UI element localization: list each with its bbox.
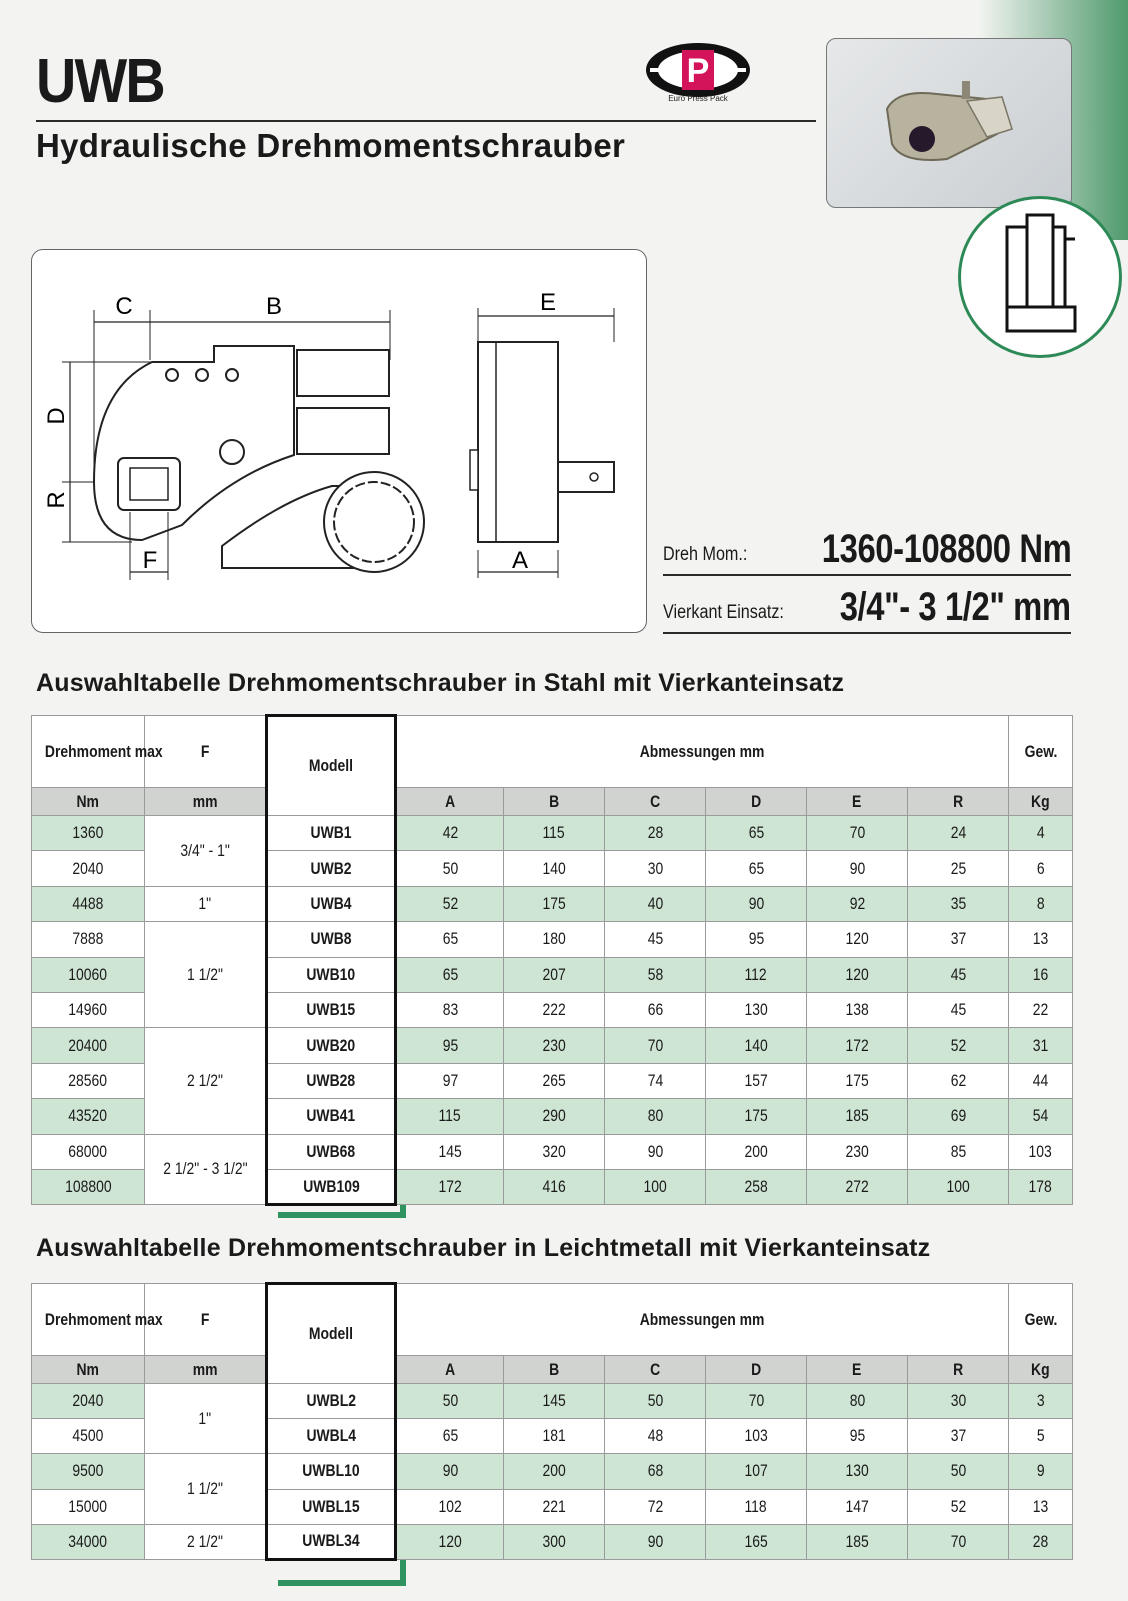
- col-header-f: F: [145, 1284, 267, 1356]
- cell-model: UWB8: [267, 922, 396, 957]
- cell-torque: 68000: [32, 1134, 145, 1169]
- cell-e: 120: [807, 922, 908, 957]
- cell-c: 28: [605, 816, 706, 851]
- cell-a: 172: [396, 1169, 504, 1204]
- cell-square-drive: 2 1/2" - 3 1/2": [145, 1134, 267, 1205]
- table-row: [32, 1134, 1073, 1169]
- cell-c: 66: [605, 992, 706, 1027]
- cell-model: UWB68: [267, 1134, 396, 1169]
- cell-a: 42: [396, 816, 504, 851]
- square-drive-value: 3/4"- 3 1/2" mm: [840, 585, 1071, 629]
- cell-a: 50: [396, 1384, 504, 1419]
- cell-b: 181: [504, 1419, 605, 1454]
- cell-square-drive: 1": [145, 1384, 267, 1454]
- cell-e: 172: [807, 1028, 908, 1063]
- cell-model: UWB15: [267, 992, 396, 1027]
- unit-c: C: [605, 788, 706, 816]
- cell-e: 80: [807, 1384, 908, 1419]
- cell-torque: 15000: [32, 1489, 145, 1524]
- steel-table: [31, 714, 1073, 1206]
- col-header-f: F: [145, 716, 267, 788]
- cell-r: 52: [908, 1489, 1009, 1524]
- cell-c: 58: [605, 957, 706, 992]
- cell-torque: 10060: [32, 957, 145, 992]
- cell-torque: 108800: [32, 1169, 145, 1204]
- unit-b: B: [504, 788, 605, 816]
- cell-model: UWB4: [267, 886, 396, 921]
- unit-nm: Nm: [32, 788, 145, 816]
- cell-torque: 20400: [32, 1028, 145, 1063]
- cell-d: 200: [706, 1134, 807, 1169]
- cell-torque: 9500: [32, 1454, 145, 1489]
- cell-e: 90: [807, 851, 908, 886]
- page-subtitle: Hydraulische Drehmomentschrauber: [36, 127, 626, 164]
- cell-b: 180: [504, 922, 605, 957]
- cell-c: 90: [605, 1524, 706, 1559]
- dim-label-e: E: [539, 289, 557, 316]
- cell-c: 48: [605, 1419, 706, 1454]
- cell-model: UWB1: [267, 816, 396, 851]
- cell-b: 416: [504, 1169, 605, 1204]
- cell-b: 290: [504, 1099, 605, 1134]
- table-row: [32, 1454, 1073, 1489]
- cell-kg: 13: [1009, 922, 1073, 957]
- cell-d: 70: [706, 1384, 807, 1419]
- page-title: UWB: [36, 47, 164, 116]
- cell-kg: 6: [1009, 851, 1073, 886]
- cell-c: 40: [605, 886, 706, 921]
- cell-a: 95: [396, 1028, 504, 1063]
- cell-kg: 31: [1009, 1028, 1073, 1063]
- cell-a: 145: [396, 1134, 504, 1169]
- unit-a: A: [396, 788, 504, 816]
- cell-r: 24: [908, 816, 1009, 851]
- cell-kg: 103: [1009, 1134, 1073, 1169]
- cell-c: 90: [605, 1134, 706, 1169]
- table-row: [32, 1384, 1073, 1419]
- cell-d: 65: [706, 816, 807, 851]
- dimension-drawing: [31, 249, 647, 633]
- cell-square-drive: 1 1/2": [145, 922, 267, 1028]
- cell-e: 95: [807, 1419, 908, 1454]
- dim-label-r: R: [43, 491, 70, 509]
- cell-b: 230: [504, 1028, 605, 1063]
- steel-table-title: Auswahltabelle Drehmomentschrauber in Stahl mit Vierkanteinsatz: [36, 669, 845, 697]
- cell-d: 130: [706, 992, 807, 1027]
- model-column-shadow-bottom: [278, 1212, 406, 1218]
- dim-label-b: B: [265, 293, 283, 320]
- cell-d: 112: [706, 957, 807, 992]
- cell-r: 45: [908, 992, 1009, 1027]
- col-header-dimensions: Abmessungen mm: [396, 716, 1009, 788]
- unit-e: E: [807, 1356, 908, 1384]
- cell-model: UWB28: [267, 1063, 396, 1098]
- light-table-title: Auswahltabelle Drehmomentschrauber in Leichtmetall mit Vierkanteinsatz: [36, 1234, 931, 1262]
- light-table: [31, 1282, 1073, 1561]
- cell-c: 72: [605, 1489, 706, 1524]
- cell-b: 145: [504, 1384, 605, 1419]
- cell-a: 115: [396, 1099, 504, 1134]
- cell-a: 65: [396, 957, 504, 992]
- cell-d: 165: [706, 1524, 807, 1559]
- cell-kg: 4: [1009, 816, 1073, 851]
- cell-r: 25: [908, 851, 1009, 886]
- dim-label-c: C: [115, 293, 133, 320]
- cell-a: 90: [396, 1454, 504, 1489]
- col-header-weight: Gew.: [1009, 716, 1073, 788]
- unit-mm: mm: [145, 788, 267, 816]
- cell-d: 157: [706, 1063, 807, 1098]
- dim-label-d: D: [43, 407, 70, 425]
- cell-kg: 3: [1009, 1384, 1073, 1419]
- col-header-torque: Drehmoment max: [32, 1284, 145, 1356]
- cell-torque: 14960: [32, 992, 145, 1027]
- torque-value: 1360-108800 Nm: [821, 527, 1071, 571]
- cell-kg: 22: [1009, 992, 1073, 1027]
- cell-torque: 2040: [32, 1384, 145, 1419]
- cell-torque: 34000: [32, 1524, 145, 1559]
- cell-kg: 16: [1009, 957, 1073, 992]
- wrench-photo-icon: [827, 39, 1073, 209]
- cell-c: 50: [605, 1384, 706, 1419]
- cell-square-drive: 1 1/2": [145, 1454, 267, 1524]
- unit-r: R: [908, 788, 1009, 816]
- cell-c: 30: [605, 851, 706, 886]
- unit-d: D: [706, 788, 807, 816]
- unit-c: C: [605, 1356, 706, 1384]
- cell-r: 35: [908, 886, 1009, 921]
- cell-model: UWB41: [267, 1099, 396, 1134]
- cell-e: 120: [807, 957, 908, 992]
- cell-b: 140: [504, 851, 605, 886]
- model-column-shadow-bottom: [278, 1580, 406, 1586]
- cell-d: 90: [706, 886, 807, 921]
- cell-b: 300: [504, 1524, 605, 1559]
- cell-torque: 2040: [32, 851, 145, 886]
- cell-r: 37: [908, 922, 1009, 957]
- unit-kg: Kg: [1009, 788, 1073, 816]
- square-drive-label: Vierkant Einsatz:: [663, 602, 784, 623]
- col-header-model: Modell: [267, 716, 396, 816]
- unit-kg: Kg: [1009, 1356, 1073, 1384]
- svg-text:P: P: [686, 52, 710, 90]
- cell-d: 65: [706, 851, 807, 886]
- cell-b: 200: [504, 1454, 605, 1489]
- cell-square-drive: 1": [145, 886, 267, 921]
- cell-e: 185: [807, 1524, 908, 1559]
- square-drive-spec: [663, 580, 1071, 630]
- tool-type-icon: [958, 196, 1122, 358]
- cell-e: 230: [807, 1134, 908, 1169]
- cell-kg: 5: [1009, 1419, 1073, 1454]
- cell-torque: 7888: [32, 922, 145, 957]
- cell-b: 222: [504, 992, 605, 1027]
- cell-model: UWB20: [267, 1028, 396, 1063]
- cell-kg: 8: [1009, 886, 1073, 921]
- cell-r: 37: [908, 1419, 1009, 1454]
- cell-kg: 13: [1009, 1489, 1073, 1524]
- table-row: [32, 922, 1073, 957]
- cell-a: 65: [396, 922, 504, 957]
- cell-e: 272: [807, 1169, 908, 1204]
- cell-r: 85: [908, 1134, 1009, 1169]
- table-row: [32, 816, 1073, 851]
- unit-nm: Nm: [32, 1356, 145, 1384]
- cell-torque: 4488: [32, 886, 145, 921]
- cell-model: UWBL4: [267, 1419, 396, 1454]
- cell-torque: 4500: [32, 1419, 145, 1454]
- cell-r: 30: [908, 1384, 1009, 1419]
- dim-label-f: F: [142, 547, 158, 574]
- cell-a: 65: [396, 1419, 504, 1454]
- cell-b: 115: [504, 816, 605, 851]
- cell-torque: 28560: [32, 1063, 145, 1098]
- cell-c: 74: [605, 1063, 706, 1098]
- cell-e: 175: [807, 1063, 908, 1098]
- cell-torque: 1360: [32, 816, 145, 851]
- cell-square-drive: 2 1/2": [145, 1028, 267, 1134]
- cell-torque: 43520: [32, 1099, 145, 1134]
- col-header-model: Modell: [267, 1284, 396, 1384]
- cell-c: 68: [605, 1454, 706, 1489]
- unit-mm: mm: [145, 1356, 267, 1384]
- cell-kg: 28: [1009, 1524, 1073, 1559]
- cell-r: 52: [908, 1028, 1009, 1063]
- cell-d: 95: [706, 922, 807, 957]
- cell-d: 107: [706, 1454, 807, 1489]
- cell-kg: 178: [1009, 1169, 1073, 1204]
- cell-r: 70: [908, 1524, 1009, 1559]
- cell-r: 69: [908, 1099, 1009, 1134]
- torque-label: Dreh Mom.:: [663, 544, 748, 565]
- col-header-dimensions: Abmessungen mm: [396, 1284, 1009, 1356]
- cell-a: 97: [396, 1063, 504, 1098]
- cell-a: 52: [396, 886, 504, 921]
- cell-b: 320: [504, 1134, 605, 1169]
- unit-e: E: [807, 788, 908, 816]
- cell-r: 62: [908, 1063, 1009, 1098]
- cell-model: UWBL2: [267, 1384, 396, 1419]
- title-divider: [36, 120, 816, 122]
- cell-b: 207: [504, 957, 605, 992]
- cell-model: UWB109: [267, 1169, 396, 1204]
- col-header-torque: Drehmoment max: [32, 716, 145, 788]
- unit-r: R: [908, 1356, 1009, 1384]
- cell-c: 80: [605, 1099, 706, 1134]
- unit-d: D: [706, 1356, 807, 1384]
- dim-label-a: A: [511, 547, 529, 574]
- cell-model: UWBL10: [267, 1454, 396, 1489]
- cell-e: 147: [807, 1489, 908, 1524]
- cell-a: 50: [396, 851, 504, 886]
- cell-a: 120: [396, 1524, 504, 1559]
- cell-e: 70: [807, 816, 908, 851]
- cell-e: 92: [807, 886, 908, 921]
- cell-b: 265: [504, 1063, 605, 1098]
- cell-e: 185: [807, 1099, 908, 1134]
- cell-model: UWBL34: [267, 1524, 396, 1559]
- cell-square-drive: 3/4" - 1": [145, 816, 267, 887]
- col-header-weight: Gew.: [1009, 1284, 1073, 1356]
- table-row: [32, 886, 1073, 921]
- cell-c: 100: [605, 1169, 706, 1204]
- cell-d: 140: [706, 1028, 807, 1063]
- cell-r: 45: [908, 957, 1009, 992]
- cell-d: 118: [706, 1489, 807, 1524]
- cell-a: 83: [396, 992, 504, 1027]
- cell-e: 130: [807, 1454, 908, 1489]
- cell-d: 103: [706, 1419, 807, 1454]
- table-row: [32, 1524, 1073, 1559]
- cell-model: UWB2: [267, 851, 396, 886]
- cell-d: 258: [706, 1169, 807, 1204]
- unit-b: B: [504, 1356, 605, 1384]
- product-photo: [826, 38, 1072, 208]
- cell-kg: 44: [1009, 1063, 1073, 1098]
- cell-kg: 54: [1009, 1099, 1073, 1134]
- cell-a: 102: [396, 1489, 504, 1524]
- cell-model: UWB10: [267, 957, 396, 992]
- cell-model: UWBL15: [267, 1489, 396, 1524]
- cell-e: 138: [807, 992, 908, 1027]
- cell-r: 50: [908, 1454, 1009, 1489]
- unit-a: A: [396, 1356, 504, 1384]
- cell-square-drive: 2 1/2": [145, 1524, 267, 1559]
- cell-d: 175: [706, 1099, 807, 1134]
- cell-b: 175: [504, 886, 605, 921]
- cell-r: 100: [908, 1169, 1009, 1204]
- torque-spec: [663, 522, 1071, 572]
- cell-kg: 9: [1009, 1454, 1073, 1489]
- table-row: [32, 1028, 1073, 1063]
- cell-c: 70: [605, 1028, 706, 1063]
- logo-caption: Euro Press Pack: [668, 94, 728, 103]
- cell-c: 45: [605, 922, 706, 957]
- cell-b: 221: [504, 1489, 605, 1524]
